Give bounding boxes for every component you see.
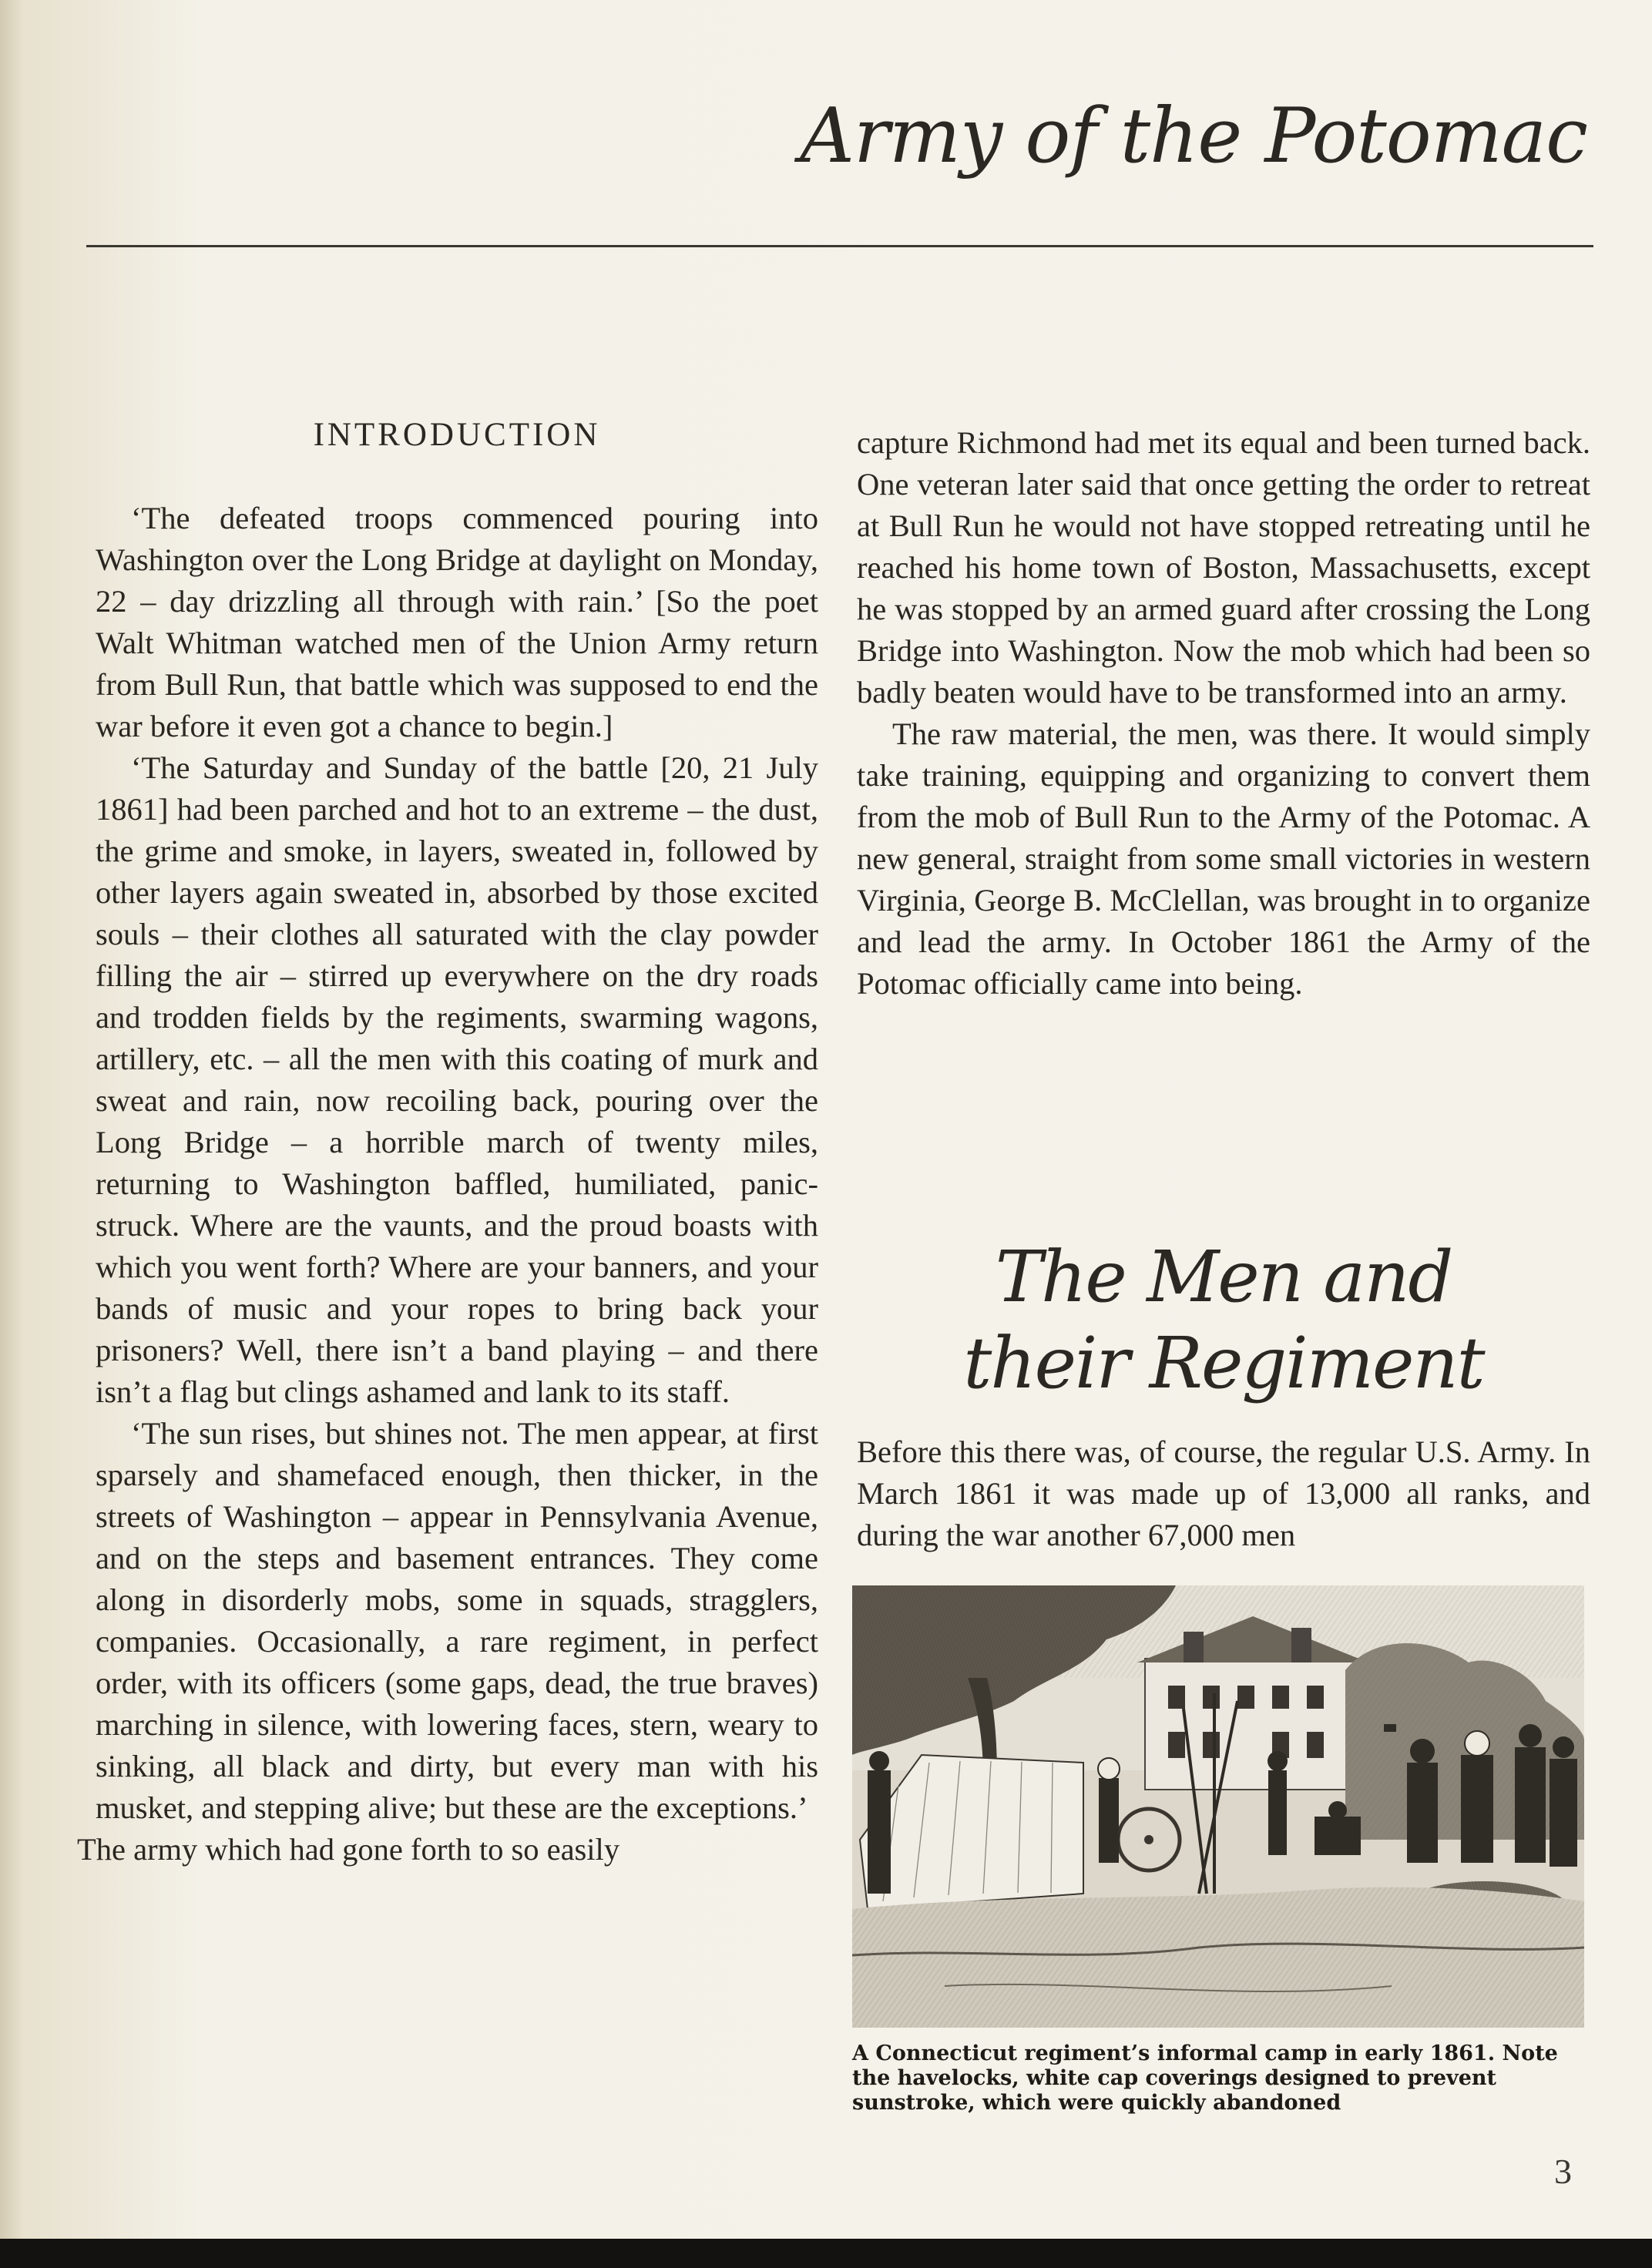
section-heading: INTRODUCTION bbox=[313, 417, 601, 453]
camp-engraving bbox=[852, 1585, 1584, 2028]
right-column-continued bbox=[857, 1431, 1590, 1556]
left-paragraph-2: ‘The Saturday and Sunday of the battle [20, 21 July 1861] had been parched and hot to an extreme – the dust, the grime and smoke, in layers, sweated in, followed by other layers again sweated in, absorbed by those excited souls – their clothes all saturated with the clay powder filling the air – stirred up everywhere on the dry roads and trodden fields by the regiments, swarming wagons, artillery, etc. – all the men with this coating of murk and sweat and rain, now recoiling back, pouring over the Long Bridge – a horrible march of twenty miles, returning to Washington baffled, humiliated, panic-struck. Where are the vaunts, and the proud boasts with which you went forth? Where are your banners, and your bands of music and your ropes to bring back your prisoners? Well, there isn’t a band playing – and there isn’t a flag but clings ashamed and lank to its staff. bbox=[96, 750, 818, 1409]
subhead-line-2: their Regiment bbox=[963, 1322, 1484, 1404]
running-head: Army of the Potomac bbox=[800, 92, 1587, 180]
right-paragraph-3: Before this there was, of course, the regular U.S. Army. In March 1861 it was made up of 13,000 all ranks, and during the war another 67,000 men bbox=[857, 1434, 1590, 1552]
illustration-caption: A Connecticut regiment’s informal camp in early 1861. Note the havelocks, white cap coverings designed to prevent sunstroke, which were quickly abandoned bbox=[852, 2042, 1558, 2115]
right-column bbox=[857, 422, 1590, 1005]
engraving-drawing bbox=[852, 1585, 1584, 2028]
left-paragraph-1: ‘The defeated troops commenced pouring into Washington over the Long Bridge at daylight on Monday, 22 – day drizzling all through with rain.’ [So the poet Walt Whitman watched men of the Union Army return from Bull Run, that battle which was supposed to end the war before it even got a chance to begin.] bbox=[96, 501, 818, 743]
right-paragraph-2: The raw material, the men, was there. It would simply take training, equipping and organizing to convert them from the mob of Bull Run to the Army of the Potomac. A new general, straight from some small victories in western Virginia, George B. McClellan, was brought in to organize and lead the army. In October 1861 the Army of the Potomac officially came into being. bbox=[857, 716, 1590, 1001]
left-column bbox=[77, 498, 818, 1870]
right-paragraph-1: capture Richmond had met its equal and been turned back. One veteran later said that once getting the order to retreat at Bull Run he would not have stopped retreating until he reached his home town of Boston, Massachusetts, except he was stopped by an armed guard after crossing the Long Bridge into Washington. Now the mob which had been so badly beaten would have to be transformed into an army. bbox=[857, 425, 1590, 710]
subhead-line-1: The Men and bbox=[995, 1236, 1452, 1318]
left-paragraph-3: ‘The sun rises, but shines not. The men appear, at first sparsely and shamefaced enough, then thicker, in the streets of Washington – appear in Pennsylvania Avenue, and on the steps and basement entrances. They come along in disorderly mobs, some in squads, stragglers, companies. Occasionally, a rare regiment, in perfect order, with its officers (some gaps, dead, the true braves) marching in silence, with lowering faces, stern, weary to sinking, all black and dirty, but every man with his musket, and stepping alive; but these are the exceptions.’ bbox=[96, 1416, 818, 1825]
header-rule bbox=[86, 245, 1593, 247]
page-number: 3 bbox=[1554, 2152, 1572, 2191]
spine-shadow bbox=[0, 0, 23, 2268]
scan-bottom-edge bbox=[0, 2239, 1652, 2268]
subhead bbox=[857, 1234, 1590, 1407]
left-paragraph-4: The army which had gone forth to so easily bbox=[77, 1832, 620, 1867]
